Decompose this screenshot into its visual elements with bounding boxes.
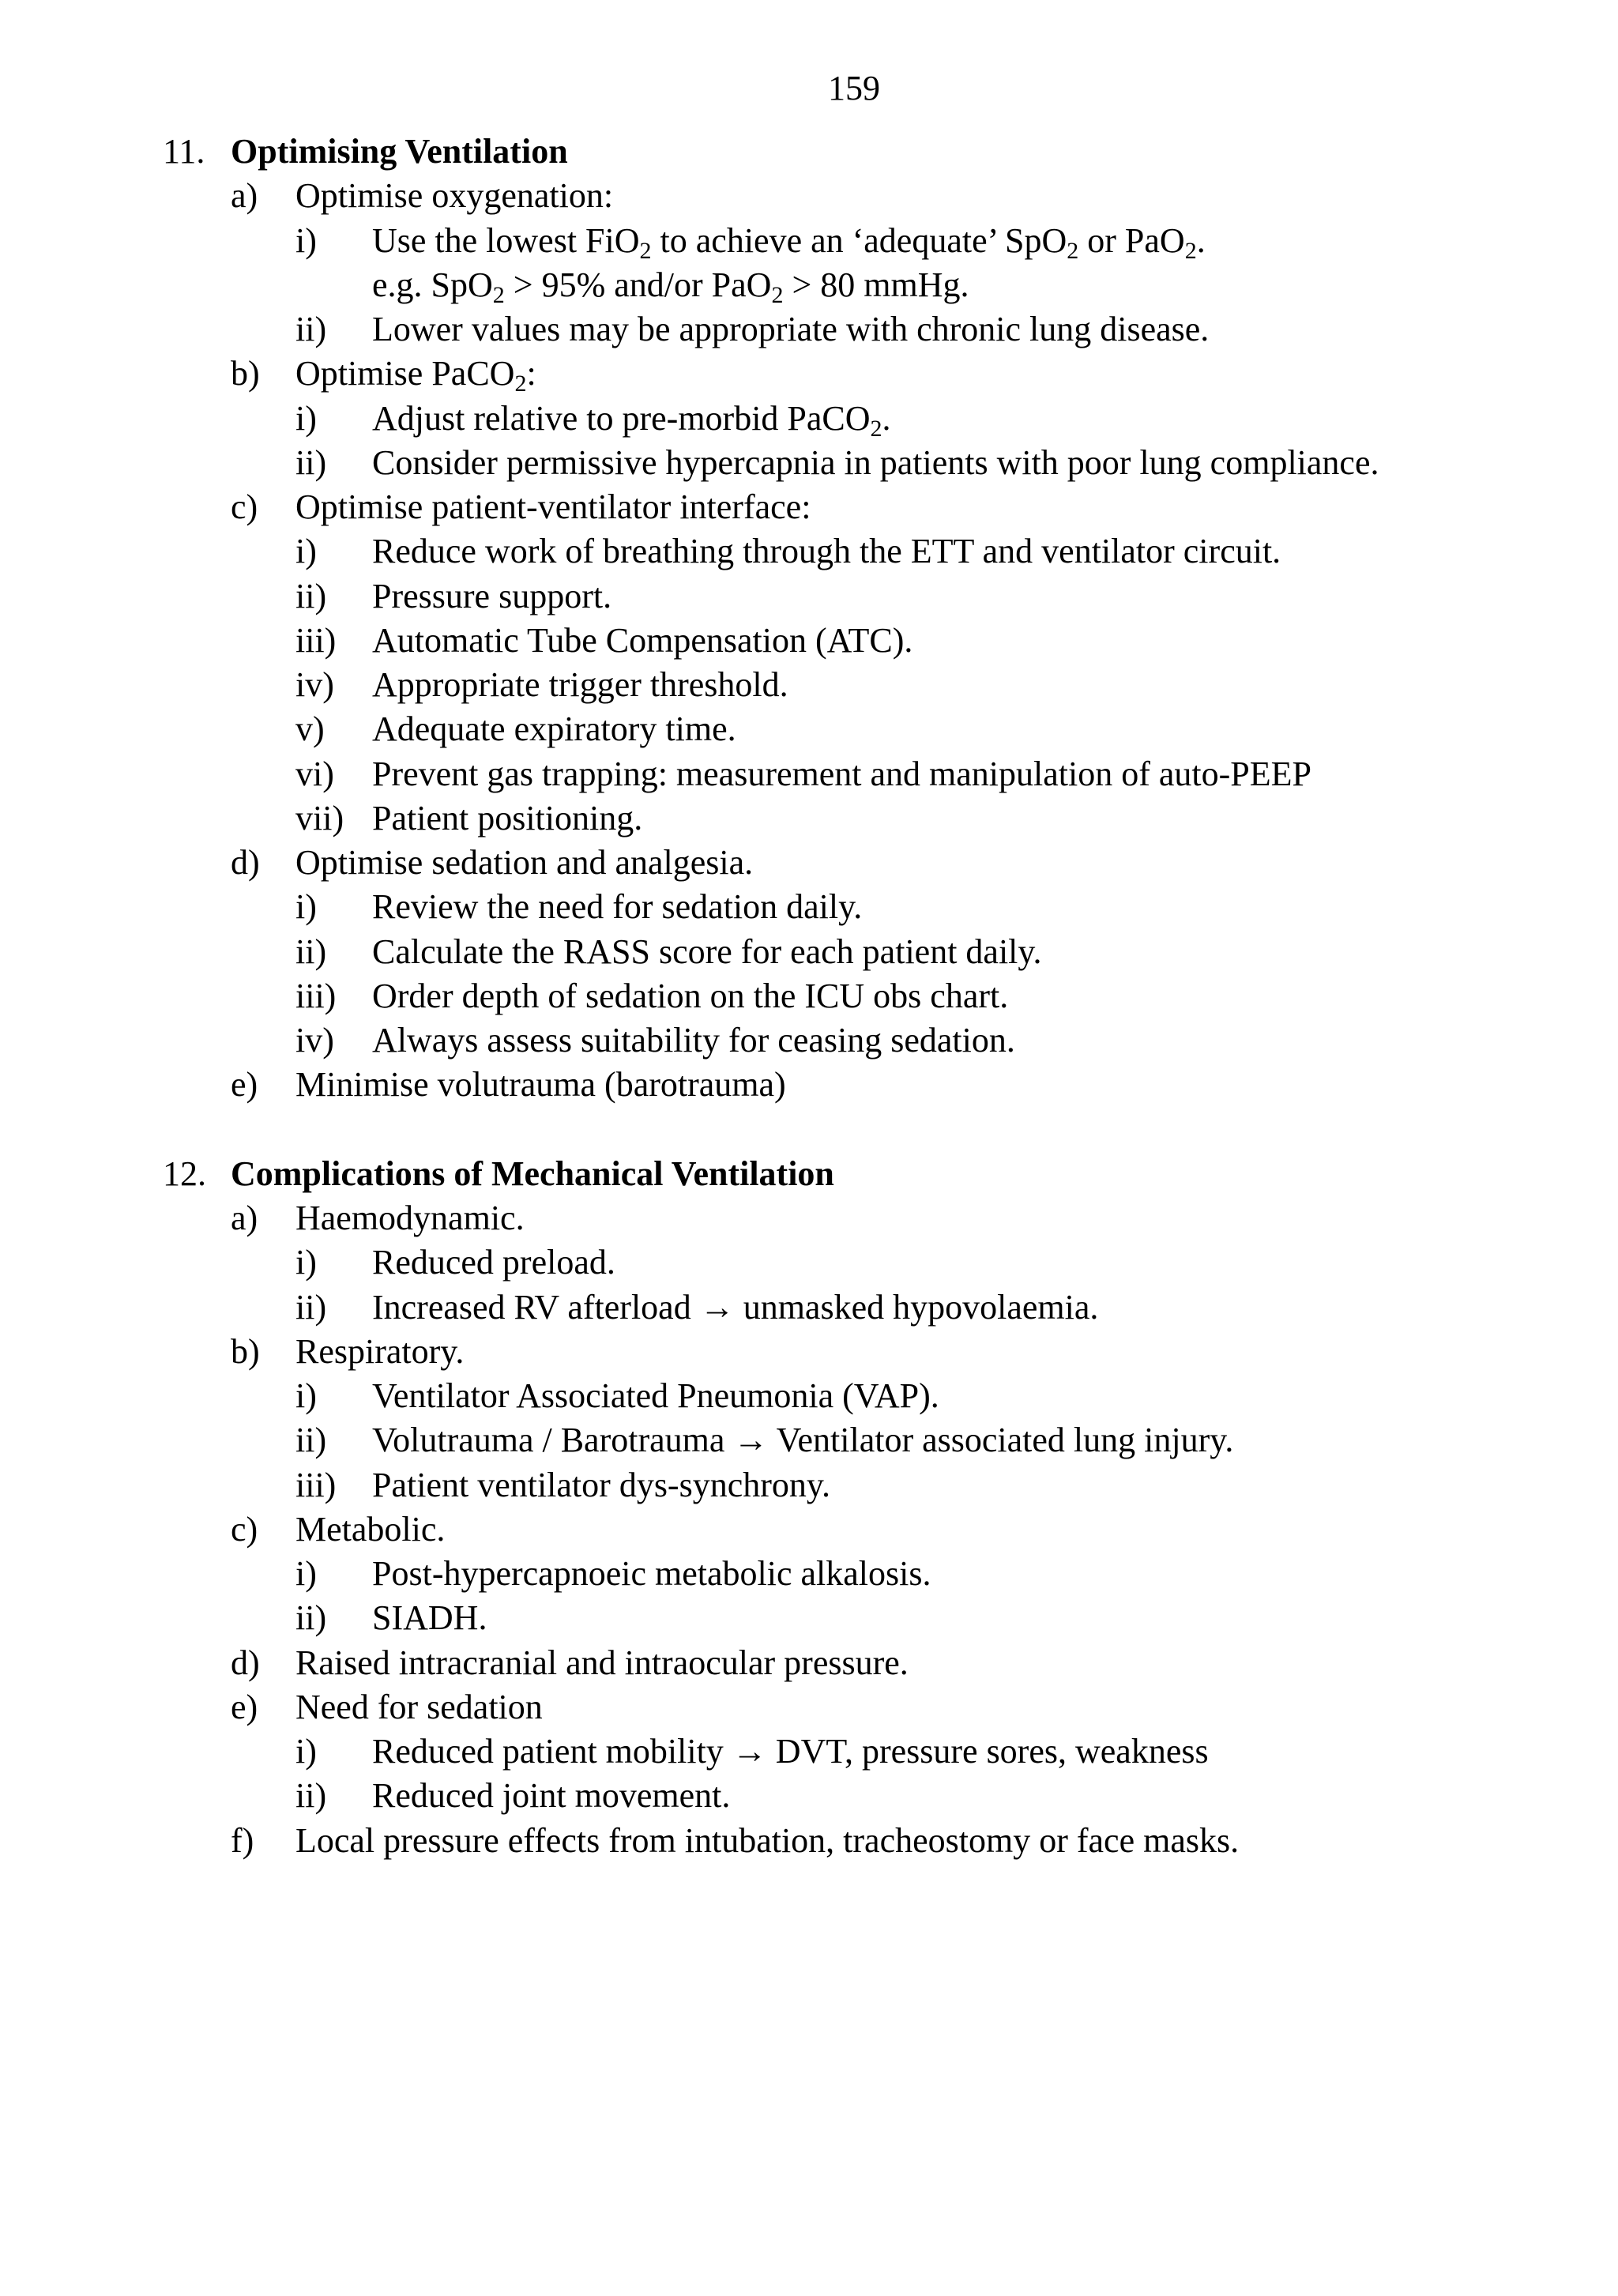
subitem-text: [372, 885, 862, 929]
subscript: 2: [1184, 237, 1197, 264]
section-heading: [0, 1152, 1618, 1196]
subscript: 2: [639, 237, 652, 264]
sub-list-item: [0, 1774, 1618, 1818]
text-run: Volutrauma / Barotrauma → Ventilator associated lung injury.: [372, 1421, 1234, 1460]
sub-list-item: [0, 529, 1618, 574]
sub-list-item: [0, 397, 1618, 441]
sub-list-item: [0, 796, 1618, 841]
sub-list-item: [0, 263, 1618, 307]
subscript: 2: [1067, 237, 1079, 264]
list-item: [0, 174, 1618, 218]
subitem-text: [372, 974, 1008, 1018]
document-body: [0, 130, 1618, 1863]
text-run: Reduced preload.: [372, 1243, 615, 1282]
sub-list-item: [0, 885, 1618, 929]
text-run: Patient ventilator dys-synchrony.: [372, 1465, 831, 1504]
subscript: 2: [514, 371, 527, 397]
text-run: Local pressure effects from intubation, tracheostomy or face masks.: [295, 1820, 1240, 1860]
text-run: Use the lowest FiO: [372, 220, 640, 260]
subitem-marker: iii): [295, 976, 337, 1015]
sub-list-item: [0, 663, 1618, 707]
subitem-text: [372, 529, 1281, 574]
subitem-marker: vi): [295, 754, 334, 793]
subitem-marker: iii): [295, 1465, 337, 1504]
subitem-text: [372, 1374, 939, 1418]
subitem-text: [372, 1730, 1209, 1774]
section-gap: [0, 1108, 1618, 1152]
subitem-marker: i): [295, 1554, 317, 1593]
text-run: Haemodynamic.: [295, 1199, 525, 1237]
text-run: Respiratory.: [295, 1331, 465, 1371]
text-run: Pressure support.: [372, 576, 612, 615]
page-number: 159: [828, 69, 880, 107]
list-item: [0, 1063, 1618, 1107]
sub-list-item: [0, 1730, 1618, 1774]
text-run: Minimise volutrauma (barotrauma): [295, 1065, 786, 1105]
subitem-text: [372, 397, 891, 441]
subitem-text: [372, 1463, 830, 1507]
subitem-text: [372, 796, 642, 841]
item-marker: c): [231, 1509, 258, 1549]
subitem-text: [372, 1774, 730, 1818]
sub-list-item: [0, 1374, 1618, 1418]
subitem-marker: ii): [295, 1598, 327, 1638]
subitem-text: [372, 574, 611, 619]
subscript: 2: [771, 281, 784, 308]
list-item: [0, 1330, 1618, 1374]
text-run: Reduce work of breathing through the ETT and ventilator circuit.: [372, 532, 1281, 571]
item-marker: b): [231, 354, 260, 393]
subitem-text: [372, 1018, 1015, 1063]
text-run: to achieve an ‘adequate’ SpO: [651, 220, 1067, 260]
subitem-text: [372, 663, 788, 707]
item-marker: b): [231, 1331, 260, 1371]
section-title: Complications of Mechanical Ventilation: [231, 1154, 834, 1193]
item-marker: a): [231, 1199, 258, 1237]
subitem-marker: i): [295, 220, 317, 260]
subitem-marker: i): [295, 887, 317, 927]
text-run: Optimise PaCO: [295, 354, 515, 393]
subitem-text: [372, 1418, 1233, 1462]
subscript: 2: [492, 281, 505, 308]
text-run: > 95% and/or PaO: [504, 265, 772, 304]
text-run: Consider permissive hypercapnia in patients with poor lung compliance.: [372, 442, 1379, 482]
text-run: Raised intracranial and intraocular pressure.: [295, 1643, 909, 1682]
subitem-text: [372, 752, 1311, 796]
text-run: Post-hypercapnoeic metabolic alkalosis.: [372, 1554, 931, 1593]
subitem-marker: ii): [295, 310, 327, 348]
subitem-marker: vii): [295, 798, 344, 837]
sub-list-item: [0, 1285, 1618, 1330]
item-text: [295, 1330, 464, 1374]
text-run: Review the need for sedation daily.: [372, 887, 863, 927]
list-item: [0, 841, 1618, 885]
subitem-marker: i): [295, 1732, 317, 1771]
sub-list-item: [0, 1240, 1618, 1285]
list-item: [0, 1685, 1618, 1730]
section-number: 12.: [163, 1154, 206, 1193]
item-text: [295, 485, 811, 529]
item-marker: e): [231, 1687, 258, 1726]
text-run: Reduced patient mobility → DVT, pressure sores, weakness: [372, 1732, 1209, 1771]
list-item: [0, 1819, 1618, 1863]
subitem-marker: ii): [295, 1421, 327, 1460]
text-run: Increased RV afterload → unmasked hypovolaemia.: [372, 1287, 1099, 1327]
text-run: Order depth of sedation on the ICU obs chart.: [372, 976, 1009, 1015]
item-text: [295, 1685, 543, 1730]
item-text: [295, 841, 753, 885]
item-marker: f): [231, 1820, 254, 1860]
subitem-text: [372, 219, 1206, 263]
text-run: Automatic Tube Compensation (ATC).: [372, 620, 913, 660]
item-text: [295, 1507, 445, 1552]
text-run: Prevent gas trapping: measurement and manipulation of auto-PEEP: [372, 754, 1311, 793]
subitem-marker: i): [295, 1376, 317, 1415]
text-run: e.g. SpO: [372, 265, 493, 304]
sub-list-item: [0, 752, 1618, 796]
subitem-marker: ii): [295, 442, 327, 482]
subitem-text: [372, 1596, 487, 1640]
text-run: Optimise sedation and analgesia.: [295, 843, 754, 882]
item-text: [295, 1641, 909, 1685]
item-text: [295, 352, 536, 396]
subitem-marker: iv): [295, 665, 334, 704]
sub-list-item: [0, 1418, 1618, 1462]
sub-list-item: [0, 1552, 1618, 1596]
sub-list-item: [0, 974, 1618, 1018]
list-item: [0, 1641, 1618, 1685]
item-text: [295, 174, 613, 218]
section-heading: [0, 130, 1618, 174]
subitem-text: [372, 1240, 615, 1285]
text-run: Adequate expiratory time.: [372, 710, 736, 749]
item-marker: e): [231, 1065, 258, 1105]
list-item: [0, 1196, 1618, 1240]
text-run: Need for sedation: [295, 1687, 543, 1726]
sub-list-item: [0, 219, 1618, 263]
sub-list-item: [0, 441, 1618, 485]
sub-list-item: [0, 707, 1618, 751]
subitem-marker: i): [295, 1243, 317, 1282]
text-run: Reduced joint movement.: [372, 1776, 731, 1816]
text-run: Patient positioning.: [372, 798, 643, 837]
subitem-text: [372, 930, 1042, 974]
item-marker: d): [231, 843, 260, 882]
list-item: [0, 352, 1618, 396]
text-run: > 80 mmHg.: [783, 265, 969, 304]
text-run: Optimise oxygenation:: [295, 176, 614, 216]
text-run: SIADH.: [372, 1598, 487, 1638]
text-run: .: [882, 398, 891, 438]
subitem-marker: ii): [295, 932, 327, 971]
text-run: :: [526, 354, 536, 393]
subitem-text: [372, 619, 912, 663]
subitem-marker: iv): [295, 1021, 334, 1060]
text-run: Lower values may be appropriate with chronic lung disease.: [372, 310, 1210, 348]
list-item: [0, 1507, 1618, 1552]
text-run: Appropriate trigger threshold.: [372, 665, 788, 704]
sub-list-item: [0, 1596, 1618, 1640]
subitem-marker: i): [295, 398, 317, 438]
text-run: .: [1196, 220, 1206, 260]
section-number: 11.: [163, 132, 205, 171]
item-marker: a): [231, 176, 258, 216]
subitem-marker: ii): [295, 1287, 327, 1327]
text-run: Adjust relative to pre-morbid PaCO: [372, 398, 871, 438]
list-item: [0, 485, 1618, 529]
text-run: Metabolic.: [295, 1509, 446, 1549]
subitem-marker: i): [295, 532, 317, 571]
sub-list-item: [0, 1463, 1618, 1507]
text-run: Optimise patient-ventilator interface:: [295, 487, 811, 526]
text-run: Ventilator Associated Pneumonia (VAP).: [372, 1376, 939, 1415]
subitem-text: [372, 1552, 931, 1596]
sub-list-item: [0, 307, 1618, 352]
item-text: [295, 1063, 786, 1107]
subitem-text: [372, 1285, 1098, 1330]
sub-list-item: [0, 1018, 1618, 1063]
item-marker: c): [231, 487, 258, 526]
sub-list-item: [0, 930, 1618, 974]
item-text: [295, 1196, 525, 1240]
item-marker: d): [231, 1643, 260, 1682]
sub-list-item: [0, 619, 1618, 663]
subitem-text: [372, 707, 736, 751]
item-text: [295, 1819, 1239, 1863]
text-run: or PaO: [1078, 220, 1185, 260]
subitem-text: [372, 307, 1209, 352]
text-run: Always assess suitability for ceasing sedation.: [372, 1021, 1015, 1060]
subitem-marker: ii): [295, 576, 327, 615]
subitem-text: [372, 263, 969, 307]
text-run: Calculate the RASS score for each patient daily.: [372, 932, 1042, 971]
subitem-marker: ii): [295, 1776, 327, 1816]
section-title: Optimising Ventilation: [231, 132, 568, 171]
subitem-marker: iii): [295, 620, 337, 660]
subscript: 2: [870, 415, 882, 442]
subitem-text: [372, 441, 1379, 485]
sub-list-item: [0, 574, 1618, 619]
subitem-marker: v): [295, 710, 325, 749]
